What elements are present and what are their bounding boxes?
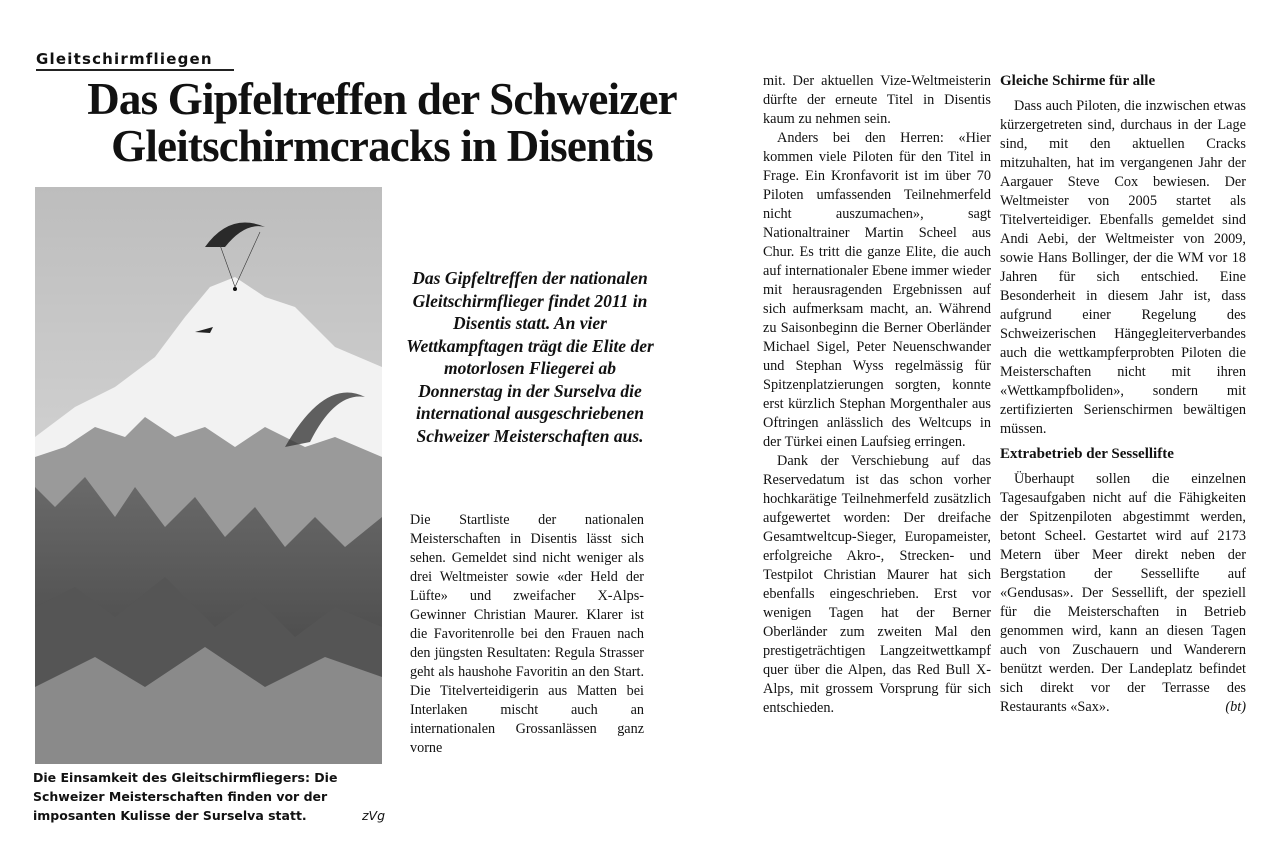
subheading: Gleiche Schirme für alle [1000, 73, 1156, 89]
headline [32, 76, 732, 170]
foreground-slope [35, 647, 382, 764]
caption-text: Die Einsamkeit des Gleitschirmfliegers: Die Schweizer Meisterschaften finden vor der imposanten Kulisse der Surselva statt. [33, 770, 338, 823]
headline-line-1: Das Gipfeltreffen der Schweizer [87, 74, 677, 124]
body-paragraph: Anders bei den Herren: «Hier kommen viele Piloten für den Titel in Frage. Ein Kronfavorit ist im über 70 Piloten umfassenden Teilnehmerfeld nicht auszumachen», sagt Nationaltrainer Martin Scheel aus Chur. Es tritt die ganze Elite, die auch auf internationaler Ebene immer wieder mit herausragenden Ergebnissen auf sich aufmerksam macht, an. Während zu Saisonbeginn die Berner Oberländer Michael Sigel, Peter Neuenschwander und Stephan Wyss regelmässig für Spitzenplatzierungen sorgten, konnte erst kürzlich Stephan Morgenthaler aus Oftringen anlässlich des Weltcups in der Türkei einen Laufsieg erringen. [763, 130, 991, 450]
article-column-2 [763, 72, 991, 718]
lead-paragraph: Das Gipfeltreffen der nationalen Gleitschirmflieger findet 2011 in Disentis statt. An vier Wettkampftagen trägt die Elite der motorlosen Fliegerei ab Donnerstag in der Surselva die international ausgeschriebenen Schweizer Meisterschaften aus. [406, 268, 654, 446]
section-kicker: Gleitschirmfliegen [36, 50, 234, 71]
photo-credit: zVg [361, 808, 385, 823]
author-signature: (bt) [1225, 699, 1246, 715]
photo-caption [33, 768, 393, 825]
body-paragraph: Dass auch Piloten, die inzwischen etwas kürzergetreten sind, durchaus in der Lage sind, mit den aktuellen Cracks mitzuhalten, hat im vergangenen Jahr der Aargauer Steve Cox bewiesen. Der Weltmeister von 2005 startet als Titelverteidiger. Ebenfalls gemeldet sind Andi Aebi, der Weltmeister von 2009, sowie Hans Bollinger, der die WM vor 18 Jahren für sich entschied. Eine Besonderheit in diesem Jahr ist, dass aufgrund einer Regelung des Schweizerischen Hängegleiterverbandes auch die wettkampferprobten Piloten die Meisterschaften nicht mit ihren «Wettkampfboliden», sondern mit zertifizierten Serienschirmen bewältigen müssen. [1000, 98, 1246, 437]
paraglider-mountain-photo [35, 187, 382, 764]
article-column-3 [1000, 72, 1246, 717]
subheading: Extrabetrieb der Sessellifte [1000, 446, 1174, 462]
body-text: Überhaupt sollen die einzelnen Tagesaufgaben nicht auf die Fähigkeiten der Spitzenpiloten abgestimmt werden, betont Scheel. Gestartet wird auf 2173 Metern über Meer direkt neben der Bergstation der Sessellifte auf «Gendusas». Der Sessellift, der speziell für die Meisterschaften in Betrieb genommen wird, kann an diesen Tagen auch von Zuschauern und Wanderern benützt werden. Der Landeplatz befindet sich direkt vor der Terrasse des Restaurants «Sax». [1000, 471, 1246, 715]
headline-line-2: Gleitschirmcracks in Disentis [111, 121, 653, 171]
body-paragraph: Dank der Verschiebung auf das Reservedatum ist das schon vorher hochkarätige Teilnehmerfeld zusätzlich aufgewertet worden: Der dreifache Gesamtweltcup-Sieger, Europameister, erfolgreiche Akro-, Strecken- und Testpilot Christian Maurer hat sich ebenfalls eingeschrieben. Erst vor wenigen Tagen hat der Berner Oberländer zum zweiten Mal den prestigeträchtigen Langzeitwettkampf quer über die Alpen, das Red Bull X-Alps, mit grossem Vorsprung für sich entschieden. [763, 453, 991, 716]
body-paragraph: mit. Der aktuellen Vize-Weltmeisterin dürfte der erneute Titel in Disentis kaum zu nehmen sein. [763, 73, 991, 127]
photo-illustration [35, 187, 382, 764]
intro-paragraph: Die Startliste der nationalen Meisterschaften in Disentis lässt sich sehen. Gemeldet sind nicht weniger als drei Weltmeister sowie «der Held der Lüfte» und zweifacher X-Alps-Gewinner Christian Maurer. Klarer ist die Favoritenrolle bei den Frauen nach den jüngsten Resultaten: Regula Strasser geht als haushohe Favoritin an den Start. Die Titelverteidigerin aus Matten bei Interlaken mischt auch an internationalen Grossanlässen ganz vorne [410, 512, 644, 756]
body-paragraph [1000, 470, 1246, 717]
